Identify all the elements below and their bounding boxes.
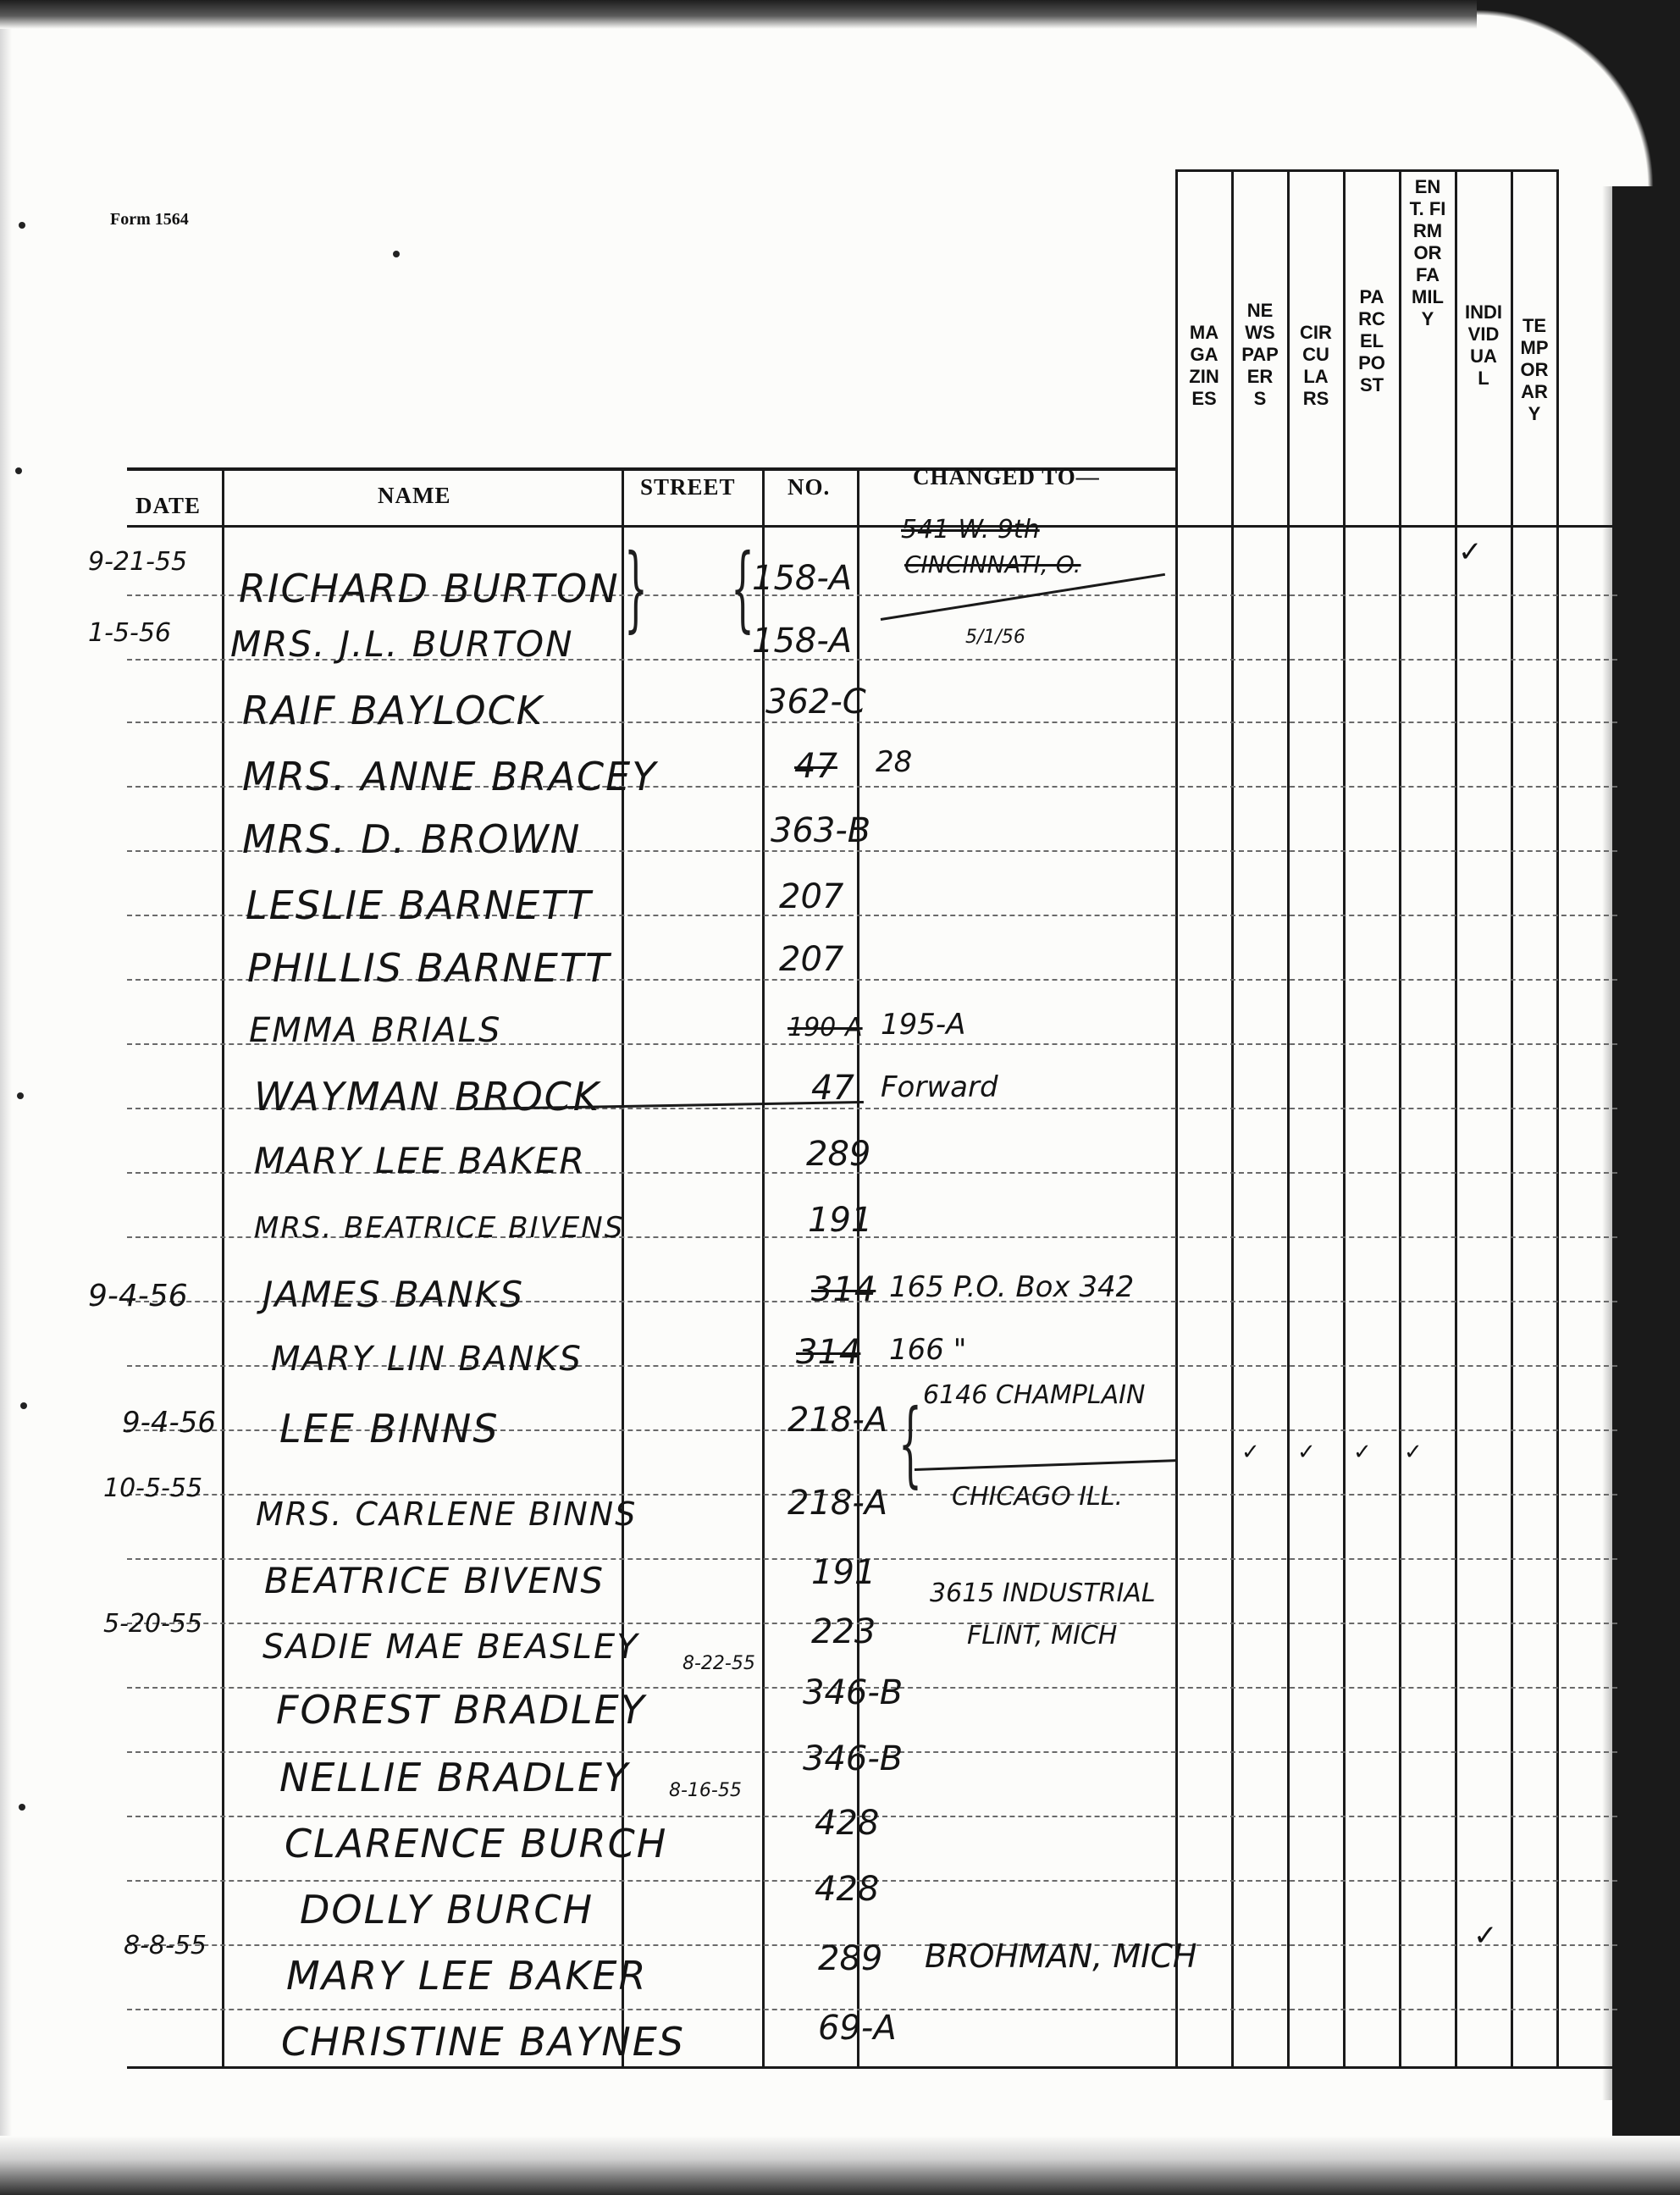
rule-parcel-firm xyxy=(1399,169,1401,2066)
entry-no: 223 xyxy=(811,1612,876,1651)
scan-edge-top xyxy=(0,0,1680,29)
entry-no: 190-A xyxy=(788,1013,863,1042)
entry-no: 47 xyxy=(794,747,837,786)
entry-date: 1-5-56 xyxy=(88,618,171,648)
header-parcel-post: PARCEL POST xyxy=(1358,286,1385,395)
margin-mark xyxy=(19,1804,25,1811)
checkmark-icon: ✓ xyxy=(1404,1440,1423,1465)
entry-name: CHRISTINE BAYNES xyxy=(281,2019,685,2065)
entry-name: FOREST BRADLEY xyxy=(276,1687,646,1733)
entry-no: 218-A xyxy=(788,1484,888,1523)
entry-changed-date: 5/1/56 xyxy=(965,627,1025,648)
entry-no: 158-A xyxy=(752,622,853,661)
scan-edge-right xyxy=(1612,0,1680,2195)
entry-name: MRS. ANNE BRACEY xyxy=(242,754,658,799)
entry-changed-to: Forward xyxy=(881,1070,998,1104)
entry-street-note: 8-16-55 xyxy=(669,1780,742,1801)
entry-no: 428 xyxy=(815,1870,880,1909)
entry-date: 8-8-55 xyxy=(124,1931,207,1960)
entry-name: RAIF BAYLOCK xyxy=(242,688,544,733)
header-changed-to: CHANGED TO— xyxy=(913,464,1100,489)
margin-mark xyxy=(19,222,25,229)
entry-changed-to: 165 P.O. Box 342 xyxy=(889,1270,1135,1304)
strike-line xyxy=(881,573,1165,621)
rule-magazines-newspapers xyxy=(1231,169,1234,2066)
entry-changed-to-city: CHICAGO ILL. xyxy=(952,1482,1124,1512)
checkmark-icon: ✓ xyxy=(1241,1440,1260,1465)
header-individual: INDIVIDUAL xyxy=(1465,301,1502,389)
checkmark-icon: ✓ xyxy=(1353,1440,1372,1465)
rule-circulars-parcel xyxy=(1343,169,1346,2066)
margin-mark xyxy=(15,467,22,474)
entry-no: 346-B xyxy=(803,1673,904,1712)
rule-newspapers-circulars xyxy=(1287,169,1290,2066)
entry-street-note: 8-22-55 xyxy=(682,1653,755,1674)
entry-name: MRS. J.L. BURTON xyxy=(230,623,574,665)
entry-date: 9-4-56 xyxy=(88,1279,188,1313)
rule-firm-individual xyxy=(1455,169,1457,2066)
entry-name: WAYMAN BROCK xyxy=(254,1074,600,1120)
right-brace-icon: } xyxy=(624,534,648,642)
entry-no: 207 xyxy=(779,940,844,979)
entry-date: 10-5-55 xyxy=(103,1473,203,1503)
entry-no: 191 xyxy=(808,1201,873,1240)
form-number-label: Form 1564 xyxy=(110,210,189,229)
entry-no: 191 xyxy=(811,1553,876,1592)
header-name: NAME xyxy=(378,483,451,508)
entry-changed-to: 541-W. 9th xyxy=(901,515,1040,545)
entry-name: NELLIE BRADLEY xyxy=(279,1755,630,1800)
form-dot xyxy=(393,251,400,257)
entry-name: MRS. BEATRICE BIVENS xyxy=(254,1211,625,1245)
entry-no: 314 xyxy=(811,1270,876,1309)
entry-date: 9-21-55 xyxy=(88,547,188,577)
entry-changed-to: 3615 INDUSTRIAL xyxy=(930,1579,1156,1608)
rule-individual-temporary xyxy=(1511,169,1513,2066)
entry-changed-to: 166 " xyxy=(889,1333,967,1367)
scan-edge-bottom xyxy=(0,2136,1680,2195)
entry-no: 362-C xyxy=(765,683,866,722)
entry-name: LEE BINNS xyxy=(279,1406,500,1451)
page-corner-fold xyxy=(1477,0,1680,186)
entry-no: 314 xyxy=(796,1333,861,1372)
entry-date: 5-20-55 xyxy=(103,1609,203,1639)
entry-changed-to: 6146 CHAMPLAIN xyxy=(923,1380,1146,1410)
header-ent-firm-or-family: ENT. FIRM OR FAMILY xyxy=(1409,176,1446,329)
entry-changed-to: 195-A xyxy=(881,1008,966,1042)
checkmark-icon: ✓ xyxy=(1458,535,1483,569)
entry-changed-to: 28 xyxy=(876,745,913,779)
entry-no: 47 xyxy=(811,1069,854,1108)
entry-name: RICHARD BURTON xyxy=(239,566,620,611)
entry-name: MRS. CARLENE BINNS xyxy=(256,1496,638,1533)
table-bottom-rule xyxy=(127,2066,1617,2069)
entry-no: 289 xyxy=(806,1135,871,1174)
entry-no: 158-A xyxy=(752,559,853,598)
entry-changed-to-city: CINCINNATI, O. xyxy=(904,550,1081,578)
header-no: NO. xyxy=(788,474,831,500)
left-brace-icon: { xyxy=(898,1389,922,1497)
entry-no: 428 xyxy=(815,1804,880,1843)
header-circulars: CIRCULARS xyxy=(1300,322,1332,409)
header-bottom-rule xyxy=(127,525,1617,528)
rule-changed-magazines xyxy=(1175,169,1178,2066)
entry-name: EMMA BRIALS xyxy=(249,1011,502,1050)
margin-mark xyxy=(17,1092,24,1099)
rule-street-no xyxy=(762,467,765,2066)
checkmark-icon: ✓ xyxy=(1473,1919,1498,1953)
entry-name: MARY LEE BAKER xyxy=(254,1140,586,1181)
entry-name: LESLIE BARNETT xyxy=(246,882,593,928)
entry-name: BEATRICE BIVENS xyxy=(264,1560,605,1601)
entry-no: 207 xyxy=(779,877,844,916)
entry-name: MRS. D. BROWN xyxy=(242,816,582,862)
entry-name: CLARENCE BURCH xyxy=(285,1821,668,1866)
header-temporary: TEMPORARY xyxy=(1520,315,1549,424)
header-magazines: MAGAZINES xyxy=(1189,322,1219,409)
entry-name: SADIE MAE BEASLEY xyxy=(262,1628,639,1667)
entry-no: 69-A xyxy=(818,2009,897,2048)
entry-no: 346-B xyxy=(803,1739,904,1778)
entry-changed-to: BROHMAN, MICH xyxy=(925,1938,1197,1975)
checkmark-icon: ✓ xyxy=(1297,1440,1316,1465)
header-newspapers: NEWSPAPERS xyxy=(1241,300,1279,409)
rule-temporary-end xyxy=(1556,169,1559,2066)
margin-mark xyxy=(20,1402,27,1409)
entry-name: DOLLY BURCH xyxy=(300,1887,594,1932)
entry-name: MARY LEE BAKER xyxy=(286,1953,648,1999)
header-date: DATE xyxy=(135,493,202,518)
scan-edge-left xyxy=(0,0,12,2195)
left-brace-icon: { xyxy=(731,534,754,642)
strike-line xyxy=(915,1459,1177,1471)
entry-name: JAMES BANKS xyxy=(262,1274,525,1315)
entry-date: 9-4-56 xyxy=(122,1406,217,1440)
header-street: STREET xyxy=(640,474,736,500)
entry-name: PHILLIS BARNETT xyxy=(247,945,611,991)
entry-name: MARY LIN BANKS xyxy=(271,1340,583,1379)
entry-no: 289 xyxy=(818,1939,883,1978)
rule-date-name xyxy=(222,467,224,2066)
entry-changed-to-city: FLINT, MICH xyxy=(967,1621,1118,1650)
entry-no: 218-A xyxy=(788,1401,888,1440)
entry-no: 363-B xyxy=(771,811,871,850)
